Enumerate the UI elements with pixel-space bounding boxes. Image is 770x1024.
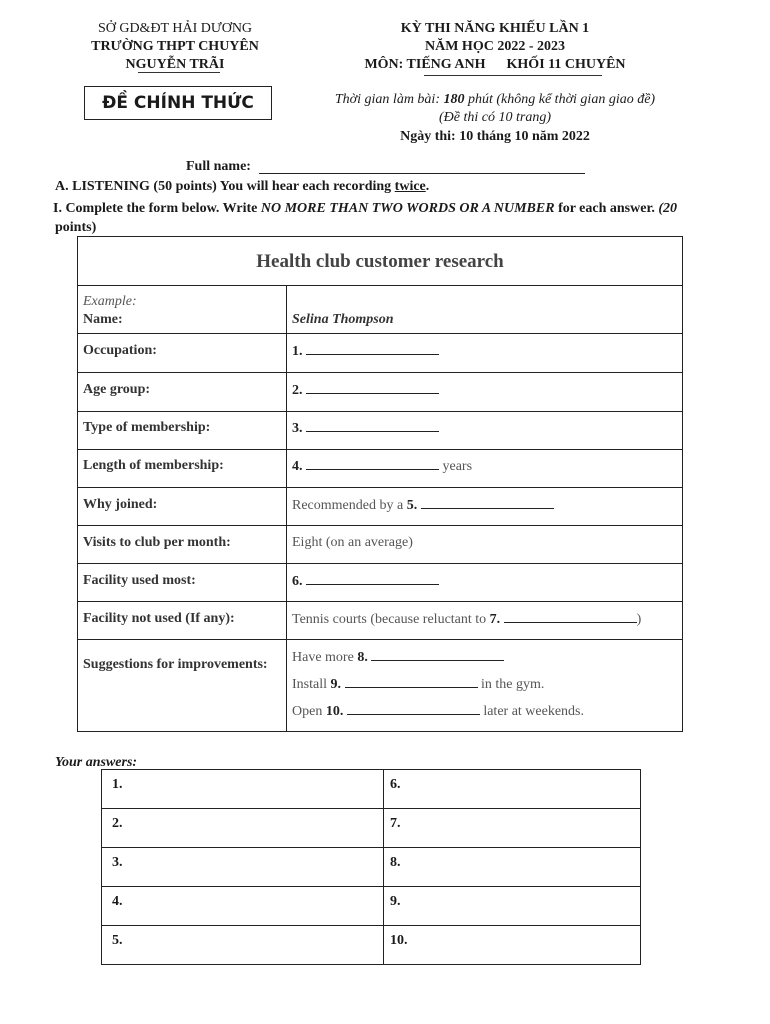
time-allowed [300, 91, 690, 109]
answer-blank[interactable] [306, 343, 439, 355]
suggestions-label: Suggestions for improvements: [83, 657, 268, 672]
answer-blank[interactable] [306, 420, 439, 432]
part-italic: NO MORE THAN TWO WORDS OR A NUMBER [260, 201, 555, 216]
form-row-divider [78, 487, 682, 488]
suffix-text: ) [636, 612, 642, 627]
answers-row-divider [102, 925, 640, 926]
answer-cell-5[interactable]: 5. [112, 933, 123, 948]
answer-slot-10[interactable] [292, 703, 584, 720]
time-value: 180 [443, 92, 465, 107]
header-left-underline [138, 72, 220, 73]
visits-value: Eight (on an average) [292, 535, 413, 550]
answer-cell-6[interactable]: 6. [390, 777, 401, 792]
answer-blank[interactable] [347, 703, 480, 715]
answer-blank[interactable] [306, 382, 439, 394]
part-prefix: I. Complete the form below. Write [53, 201, 261, 216]
example-label: Example: [83, 294, 137, 309]
question-number: 6. [292, 574, 303, 589]
question-number: 1. [292, 344, 303, 359]
part-points-continued: points) [55, 220, 97, 235]
question-number: 7. [489, 612, 501, 627]
form-row-divider [78, 333, 682, 334]
answer-blank[interactable] [421, 497, 554, 509]
answer-blank[interactable] [306, 458, 439, 470]
exam-title: KỲ THI NĂNG KHIẾU LẦN 1 [400, 21, 590, 36]
listening-section-title [55, 178, 429, 196]
time-prefix: Thời gian làm bài: [334, 92, 444, 107]
exam-date: Ngày thi: 10 tháng 10 năm 2022 [400, 129, 590, 144]
prefix-text: Install [292, 677, 331, 692]
name-label: Name: [83, 312, 123, 327]
answer-cell-4[interactable]: 4. [112, 894, 123, 909]
section-title-end: . [425, 179, 430, 194]
part-points: (20 [658, 201, 678, 216]
answer-slot-1[interactable] [292, 343, 439, 360]
answers-column-divider [383, 770, 384, 964]
answer-cell-2[interactable]: 2. [112, 816, 123, 831]
health-club-form [77, 236, 683, 732]
answers-table [101, 769, 641, 965]
school-name-line: NGUYỄN TRÃI [125, 57, 225, 72]
subject-line: MÔN: TIẾNG ANH KHỐI 11 CHUYÊN [364, 57, 626, 72]
question-number: 10. [325, 704, 344, 719]
answer-slot-2[interactable] [292, 382, 439, 399]
form-column-divider [286, 285, 287, 731]
answer-slot-3[interactable] [292, 420, 439, 437]
official-exam-stamp: ĐỀ CHÍNH THỨC [84, 86, 272, 120]
answer-slot-4[interactable] [292, 458, 472, 475]
form-row-divider [78, 639, 682, 640]
suffix-text: in the gym. [477, 677, 545, 692]
answer-blank[interactable] [306, 573, 439, 585]
your-answers-label: Your answers: [55, 755, 138, 770]
membership-type-label: Type of membership: [83, 420, 211, 435]
suffix-text: later at weekends. [479, 704, 585, 719]
unit-text: years [439, 459, 473, 474]
form-row-divider [78, 601, 682, 602]
answer-blank[interactable] [345, 676, 478, 688]
form-row-divider [78, 285, 682, 286]
answer-blank[interactable] [371, 649, 504, 661]
answer-cell-3[interactable]: 3. [112, 855, 123, 870]
facility-used-label: Facility used most: [83, 573, 196, 588]
question-number: 5. [406, 498, 418, 513]
answer-cell-1[interactable]: 1. [112, 777, 123, 792]
time-suffix: phút (không kể thời gian giao đề) [464, 92, 656, 107]
visits-label: Visits to club per month: [83, 535, 231, 550]
name-value: Selina Thompson [292, 312, 394, 327]
part-suffix: for each answer. [554, 201, 659, 216]
question-number: 4. [292, 459, 303, 474]
full-name-line[interactable] [259, 173, 585, 174]
answer-cell-9[interactable]: 9. [390, 894, 401, 909]
form-row-divider [78, 449, 682, 450]
answer-cell-8[interactable]: 8. [390, 855, 401, 870]
prefix-text: Recommended by a [292, 498, 407, 513]
department-name [60, 20, 290, 74]
answer-blank[interactable] [504, 611, 637, 623]
membership-length-label: Length of membership: [83, 458, 224, 473]
question-number: 3. [292, 421, 303, 436]
answer-slot-6[interactable] [292, 573, 439, 590]
answer-slot-8[interactable] [292, 649, 504, 666]
section-title-twice: twice [394, 179, 426, 194]
form-row-divider [78, 411, 682, 412]
answers-row-divider [102, 808, 640, 809]
answer-cell-7[interactable]: 7. [390, 816, 401, 831]
form-row-divider [78, 372, 682, 373]
answer-slot-5[interactable] [292, 497, 554, 514]
part-instruction [53, 200, 677, 218]
form-row-divider [78, 525, 682, 526]
age-group-label: Age group: [83, 382, 151, 397]
question-number: 9. [330, 677, 341, 692]
prefix-text: Tennis courts (because reluctant to [292, 612, 490, 627]
question-number: 2. [292, 383, 303, 398]
answers-row-divider [102, 886, 640, 887]
answers-row-divider [102, 847, 640, 848]
answer-slot-7[interactable] [292, 611, 641, 628]
answer-cell-10[interactable]: 10. [390, 933, 408, 948]
header-right-underline [424, 75, 602, 76]
why-joined-label: Why joined: [83, 497, 158, 512]
page-count: (Đề thi có 10 trang) [439, 110, 551, 125]
answer-slot-9[interactable] [292, 676, 544, 693]
form-row-divider [78, 563, 682, 564]
section-title-text: A. LISTENING (50 points) You will hear each recording [55, 179, 395, 194]
school-line: TRƯỜNG THPT CHUYÊN [91, 39, 259, 54]
question-number: 8. [357, 650, 368, 665]
full-name-label: Full name: [186, 159, 251, 174]
school-year: NĂM HỌC 2022 - 2023 [425, 39, 565, 54]
prefix-text: Have more [292, 650, 358, 665]
exam-title-block [320, 20, 670, 74]
occupation-label: Occupation: [83, 343, 157, 358]
form-title: Health club customer research [256, 251, 504, 272]
prefix-text: Open [292, 704, 326, 719]
facility-not-used-label: Facility not used (If any): [83, 611, 235, 626]
department-line: SỞ GD&ĐT HẢI DƯƠNG [97, 21, 253, 36]
